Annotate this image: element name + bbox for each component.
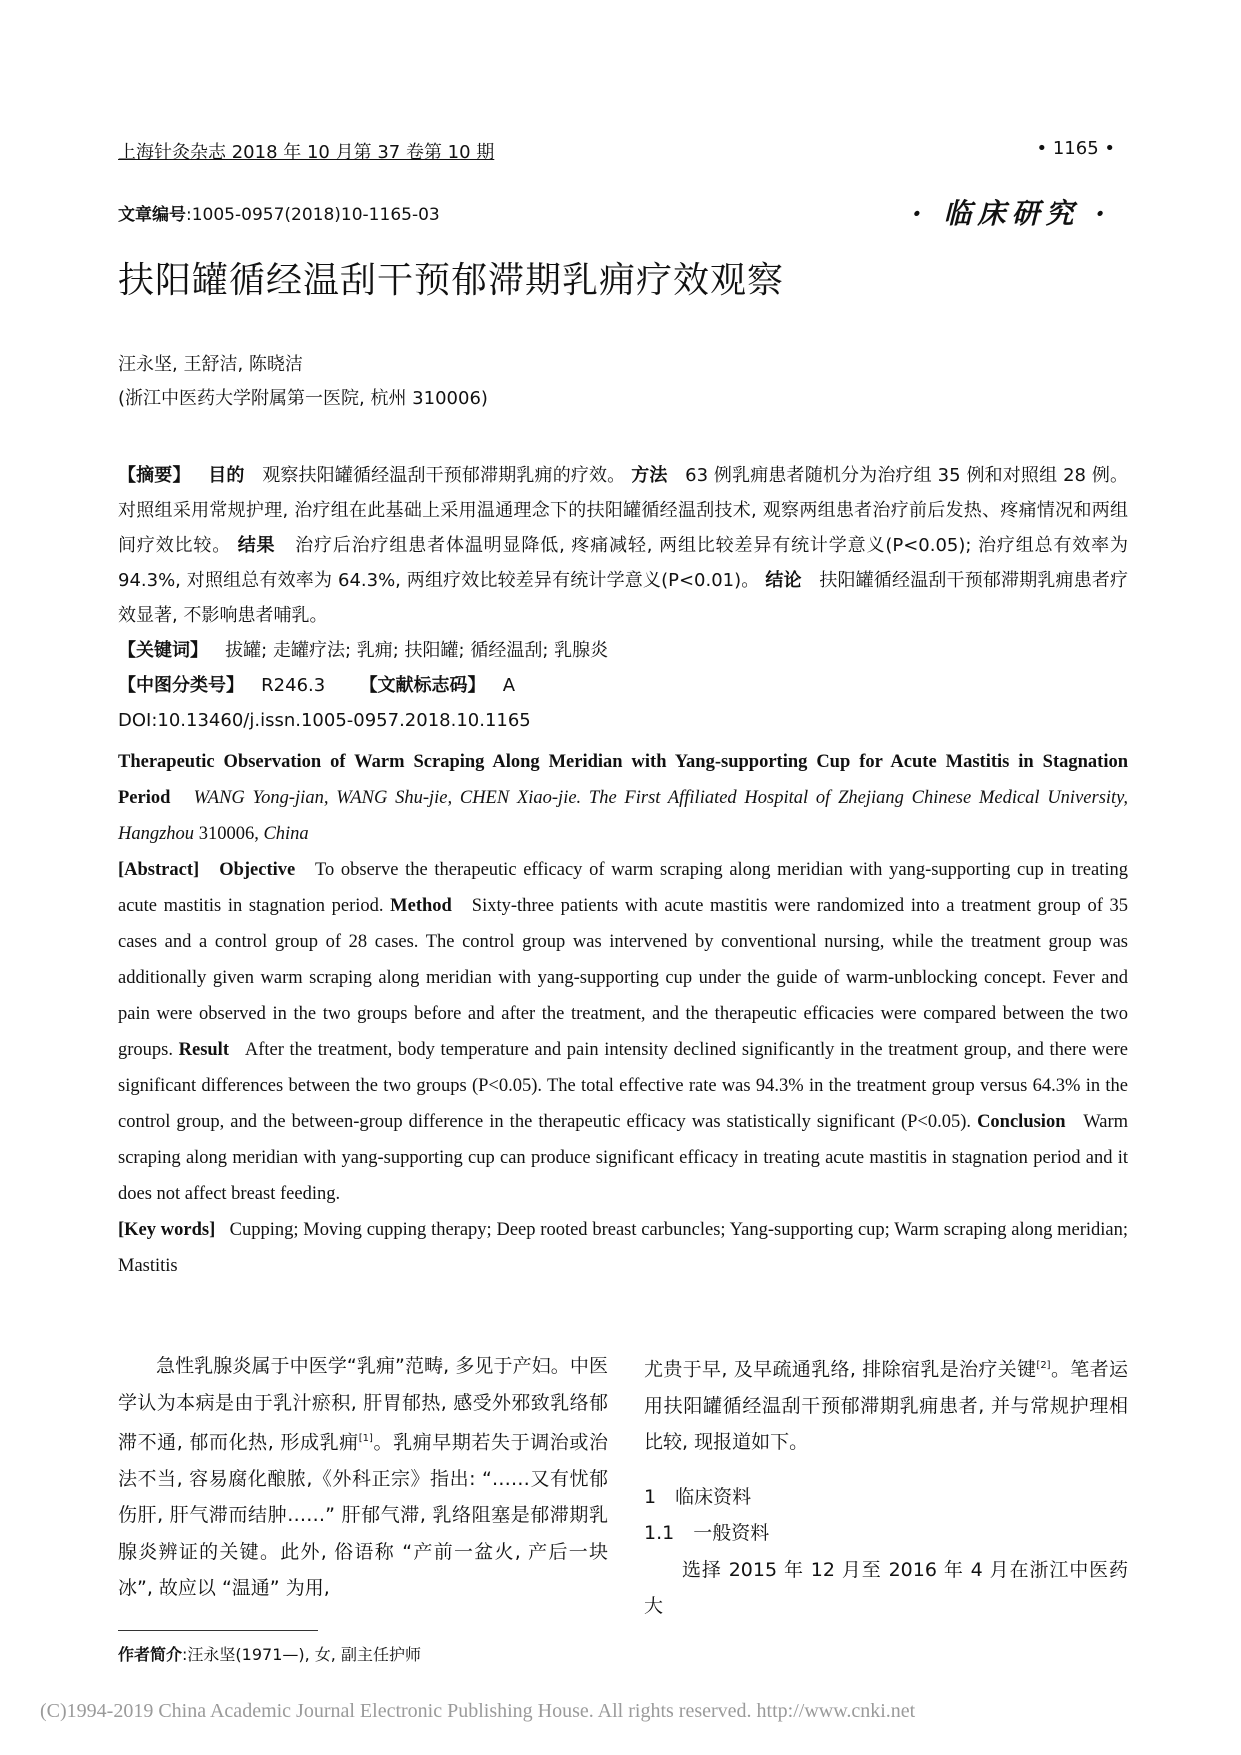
cn-classification	[118, 668, 1128, 703]
body-text: 。笔者运用扶阳罐循经温刮干预郁滞期乳痈患者, 并与常规护理相比较, 现报道如下。	[644, 1358, 1128, 1454]
en-keywords-label: [Key words]	[118, 1220, 216, 1240]
en-title: Therapeutic Observation of Warm Scraping Along Meridian with Yang-supporting Cup for Acute Mastitis in Stagnation Period	[118, 752, 1128, 808]
footnote-label: 作者简介	[118, 1645, 183, 1664]
doccode-value: A	[502, 675, 516, 696]
body-text: 。乳痈早期若失于调治或治法不当, 容易腐化酿脓,《外科正宗》指出: “……又有忧郁伤肝, 肝气滞而结肿……” 肝郁气滞, 乳络阻塞是郁滞期乳腺炎辨证的关键。此外, 俗语称 “产前一盆火, 产后一块冰”, 故应以 “温通” 为用,	[118, 1431, 608, 1600]
cn-conclusion-label: 结论	[765, 570, 802, 591]
en-result: After the treatment, body temperature and pain intensity declined significantly in the treatment group, and there were significant differences between the two groups (P<0.05). The total effective rate was 94.3% in the treatment group versus 64.3% in the control group, and the between-group difference in the therapeutic efficacy was statistically significant (P<0.05).	[118, 1040, 1128, 1132]
en-conclusion-label: Conclusion	[977, 1112, 1066, 1132]
article-number-value: :1005-0957(2018)10-1165-03	[186, 205, 440, 225]
en-result-label: Result	[178, 1040, 229, 1060]
en-method: Sixty-three patients with acute mastitis were randomized into a treatment group of 35 cases and a control group of 28 cases. The control group was intervened by conventional nursing, while the treatment group was additionally given warm scraping along meridian with yang-supporting cup under the guide of warm-unblocking concept. Fever and pain were observed in the two groups before and after the treatment, and the therapeutic efficacies were compared between the two groups.	[118, 896, 1129, 1060]
en-objective-label: Objective	[219, 860, 296, 880]
subsection-heading: 1.1 一般资料	[644, 1522, 770, 1545]
cn-result-label: 结果	[237, 535, 276, 556]
en-country: China	[263, 824, 309, 844]
copyright-watermark: (C)1994-2019 China Academic Journal Electronic Publishing House. All rights reserved. http://www.cnki.net	[40, 1700, 916, 1722]
cn-abstract-label: 【摘要】	[118, 465, 191, 486]
author-footnote	[118, 1642, 421, 1665]
en-objective: To observe the therapeutic efficacy of warm scraping along meridian with yang-supporting cup in treating acute mastitis in stagnation period.	[118, 860, 1129, 916]
body-paragraph	[644, 1348, 1128, 1461]
clc-label: 【中图分类号】	[118, 675, 244, 696]
cn-method: 63 例乳痈患者随机分为治疗组 35 例和对照组 28 例。对照组采用常规护理, 治疗组在此基础上采用温通理念下的扶阳罐循经温刮技术, 观察两组患者治疗前后发热、疼痛情况和两组间疗效比较。	[118, 465, 1129, 556]
page-number: • 1165 •	[1036, 138, 1115, 159]
en-abstract-label: [Abstract]	[118, 860, 200, 880]
en-conclusion: Warm scraping along meridian with yang-supporting cup can produce significant efficacy in treating acute mastitis in stagnation period and it does not affect breast feeding.	[118, 1112, 1128, 1204]
body-text: 尤贵于早, 及早疏通乳络, 排除宿乳是治疗关键	[644, 1358, 1037, 1381]
doi: DOI:10.13460/j.issn.1005-0957.2018.10.1165	[118, 710, 531, 731]
journal-header: 上海针灸杂志 2018 年 10 月第 37 卷第 10 期	[118, 142, 495, 163]
cn-objective-label: 目的	[208, 465, 245, 486]
cn-abstract-paragraph	[118, 458, 1128, 633]
cn-keywords-text: 拔罐; 走罐疗法; 乳痈; 扶阳罐; 循经温刮; 乳腺炎	[225, 640, 609, 661]
cn-method-label: 方法	[631, 465, 668, 486]
body-column-left	[118, 1348, 608, 1607]
affiliation: (浙江中医药大学附属第一医院, 杭州 310006)	[118, 388, 488, 409]
citation-ref: [2]	[1036, 1360, 1051, 1371]
cn-keywords	[118, 633, 1128, 668]
cn-conclusion: 扶阳罐循经温刮干预郁滞期乳痈患者疗效显著, 不影响患者哺乳。	[118, 570, 1129, 626]
cn-keywords-label: 【关键词】	[118, 640, 208, 661]
section-label: · 临床研究 ·	[912, 197, 1111, 230]
en-method-label: Method	[390, 896, 452, 916]
cn-result: 治疗后治疗组患者体温明显降低, 疼痛减轻, 两组比较差异有统计学意义(P<0.05); 治疗组总有效率为 94.3%, 对照组总有效率为 64.3%, 两组疗效比较差异有统计学意义(P<0.01)。	[118, 535, 1129, 591]
article-number-label: 文章编号	[118, 205, 186, 225]
en-keywords	[118, 1212, 1128, 1284]
article-number	[118, 200, 440, 225]
footnote-divider	[118, 1630, 318, 1631]
paper-title: 扶阳罐循经温刮干预郁滞期乳痈疗效观察	[118, 260, 785, 301]
footnote-text: :汪永坚(1971—), 女, 副主任护师	[182, 1645, 421, 1664]
en-keywords-text: Cupping; Moving cupping therapy; Deep rooted breast carbuncles; Yang-supporting cup; Warm scraping along meridian; Mastitis	[118, 1220, 1129, 1276]
body-paragraph: 选择 2015 年 12 月至 2016 年 4 月在浙江中医药大	[644, 1558, 1128, 1618]
doccode-label: 【文献标志码】	[359, 675, 486, 696]
cn-objective: 观察扶阳罐循经温刮干预郁滞期乳痈的疗效。	[262, 465, 626, 486]
en-title-line	[118, 744, 1128, 852]
body-column-right	[644, 1348, 1128, 1625]
chinese-abstract	[118, 458, 1128, 738]
body-text: 急性乳腺炎属于中医学“乳痈”范畴, 多见于产妇。中医学认为本病是由于乳汁瘀积, 肝胃郁热, 感受外邪致乳络郁滞不通, 郁而化热, 形成乳痈	[118, 1355, 608, 1454]
section-heading: 1 临床资料	[644, 1485, 752, 1508]
en-abstract-paragraph	[118, 852, 1128, 1212]
body-paragraph	[118, 1348, 608, 1607]
authors: 汪永坚, 王舒洁, 陈晓洁	[118, 354, 303, 375]
en-postcode: 310006,	[198, 824, 259, 844]
clc-value: R246.3	[261, 675, 326, 696]
english-abstract	[118, 744, 1128, 1284]
en-authors-affiliation: WANG Yong-jian, WANG Shu-jie, CHEN Xiao-jie. The First Affiliated Hospital of Zhejiang Chinese Medical University, Hangzhou	[118, 788, 1128, 844]
citation-ref: [1]	[358, 1433, 373, 1444]
